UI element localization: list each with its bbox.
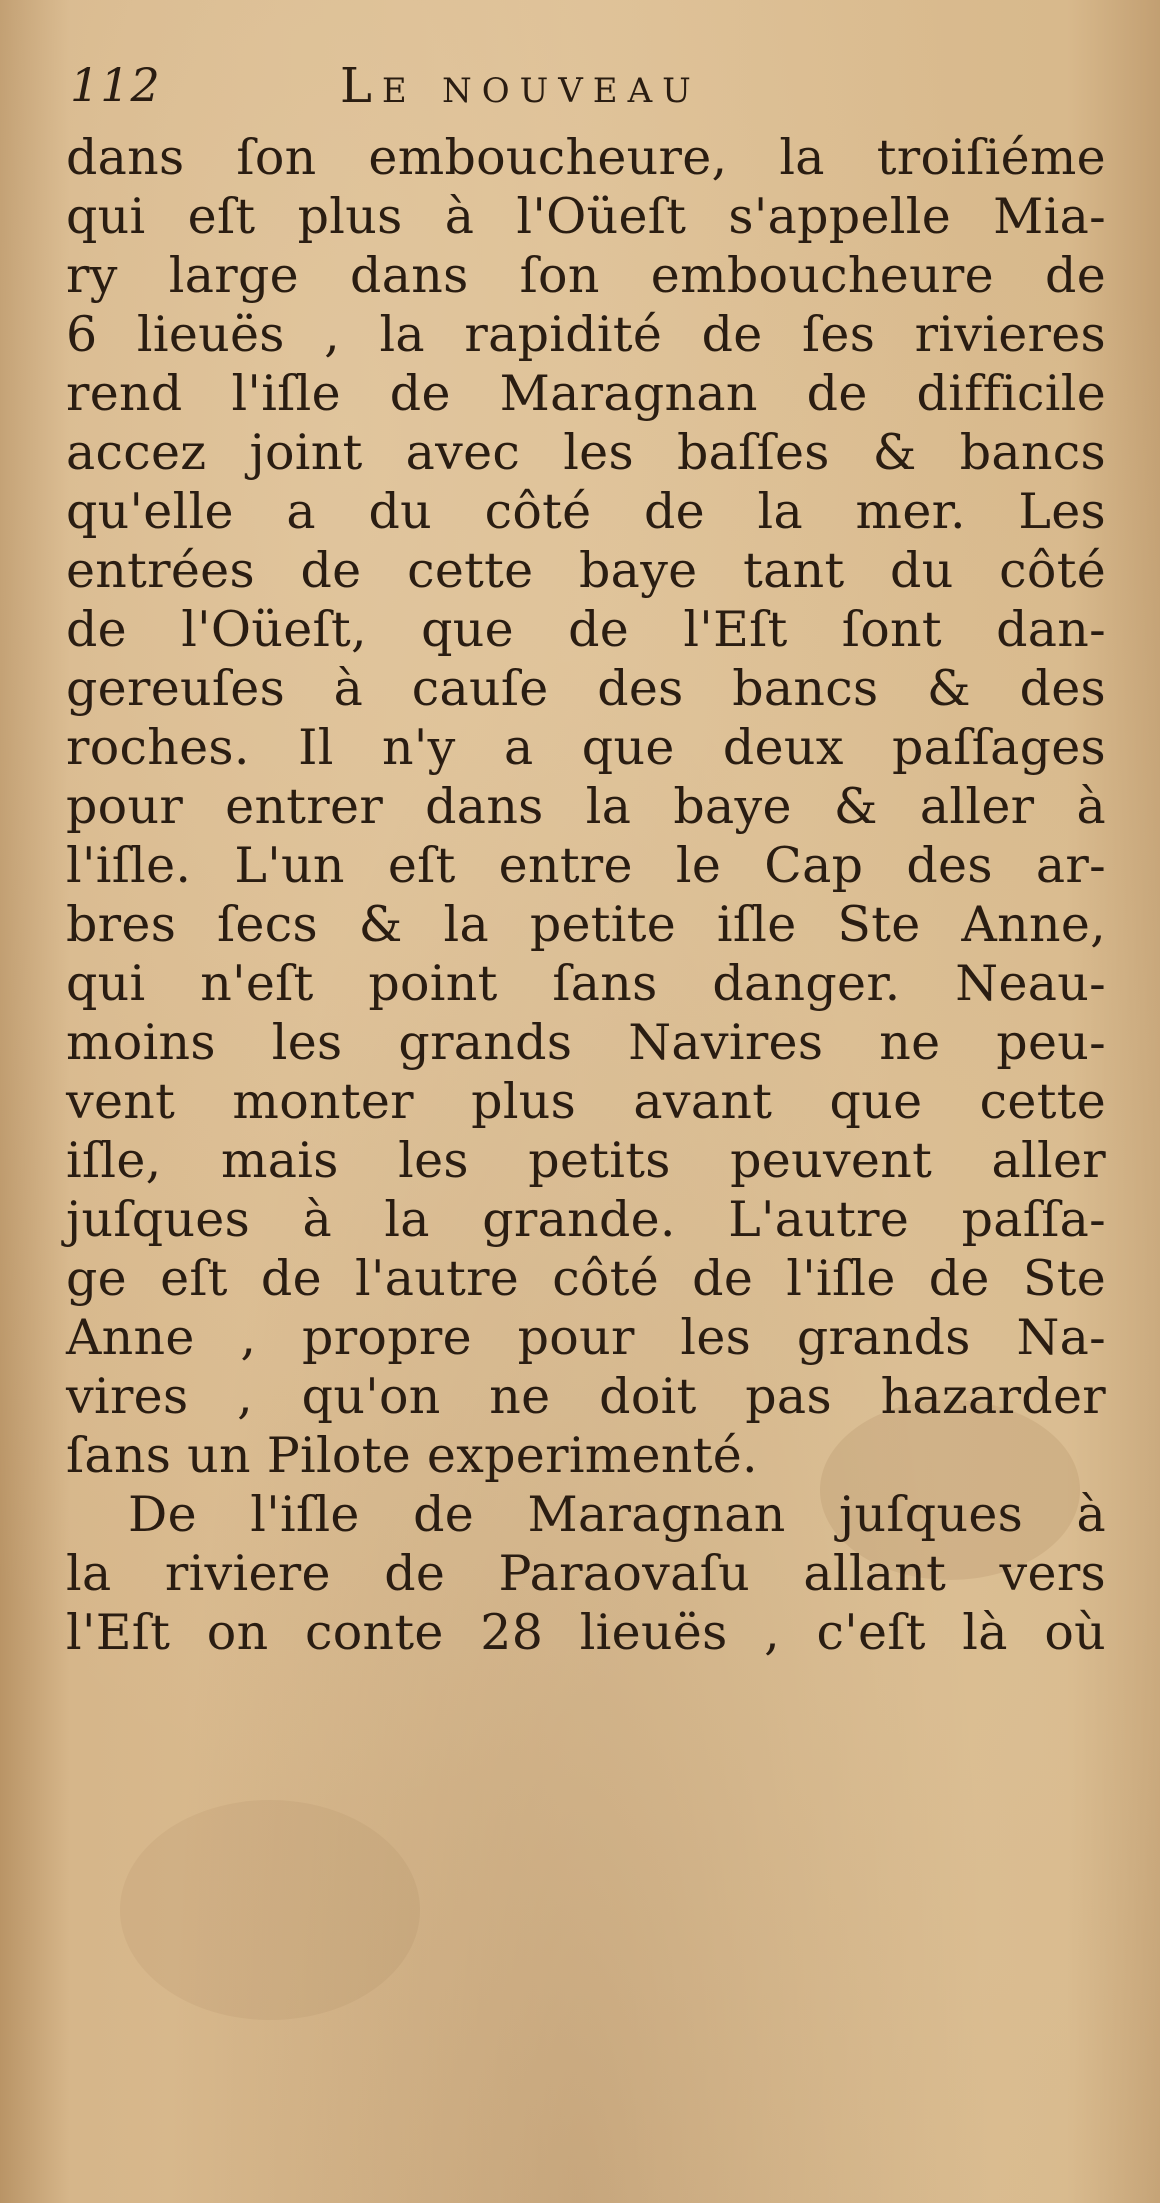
text-line: rend l'iſle de Maragnan de difficile <box>66 365 1106 422</box>
text-line: ge eſt de l'autre côté de l'iſle de Ste <box>66 1250 1106 1307</box>
text-line: pour entrer dans la baye & aller à <box>66 778 1106 835</box>
running-head: Le nouveau <box>340 58 701 114</box>
text-line: qui eſt plus à l'Oüeſt s'appelle Mia- <box>66 188 1106 245</box>
text-line: l'Eſt on conte 28 lieuës , c'eſt là où <box>66 1604 1106 1661</box>
text-line: la riviere de Paraovaſu allant vers <box>66 1545 1106 1602</box>
text-line: moins les grands Navires ne peu- <box>66 1014 1106 1071</box>
text-line: roches. Il n'y a que deux paſſages <box>66 719 1106 776</box>
text-line: vires , qu'on ne doit pas hazarder <box>66 1368 1106 1425</box>
text-line: vent monter plus avant que cette <box>66 1073 1106 1130</box>
text-line: l'iſle. L'un eſt entre le Cap des ar- <box>66 837 1106 894</box>
text-line: dans ſon emboucheure, la troiſiéme <box>66 129 1106 186</box>
text-line: De l'iſle de Maragnan juſques à <box>128 1486 1106 1543</box>
text-line: ry large dans ſon emboucheure de <box>66 247 1106 304</box>
text-line: iſle, mais les petits peuvent aller <box>66 1132 1106 1189</box>
text-line: de l'Oüeſt, que de l'Eſt ſont dan- <box>66 601 1106 658</box>
text-line: Anne , propre pour les grands Na- <box>66 1309 1106 1366</box>
text-line: gereuſes à cauſe des bancs & des <box>66 660 1106 717</box>
text-line: qui n'eſt point ſans danger. Neau- <box>66 955 1106 1012</box>
text-line: ſans un Pilote experimenté. <box>66 1427 758 1484</box>
text-line: qu'elle a du côté de la mer. Les <box>66 483 1106 540</box>
text-line: entrées de cette baye tant du côté <box>66 542 1106 599</box>
text-line: accez joint avec les baſſes & bancs <box>66 424 1106 481</box>
text-line: juſques à la grande. L'autre paſſa- <box>66 1191 1106 1248</box>
text-line: 6 lieuës , la rapidité de ſes rivieres <box>66 306 1106 363</box>
body-text <box>66 128 1106 1662</box>
page-header <box>70 58 1090 128</box>
paper-stain <box>120 1800 420 2020</box>
text-line: bres ſecs & la petite iſle Ste Anne, <box>66 896 1106 953</box>
page-number: 112 <box>70 58 161 112</box>
